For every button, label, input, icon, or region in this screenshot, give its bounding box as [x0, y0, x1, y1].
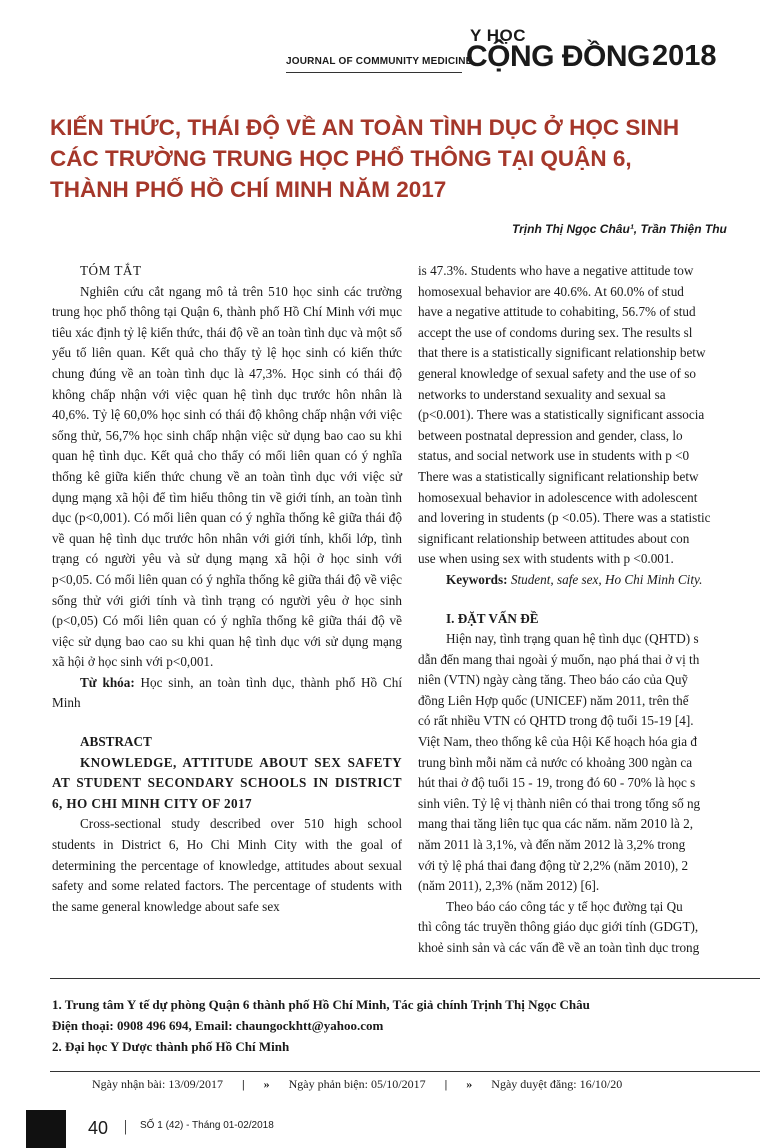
double-chevron-icon: » [263, 1077, 270, 1091]
abstract-line: accept the use of condoms during sex. The results sl [418, 324, 693, 340]
section-heading: I. ĐẶT VẤN ĐỀ [446, 610, 539, 626]
intro-line: niên (VTN) ngày càng tăng. Theo báo cáo của Quỹ [418, 672, 689, 688]
footnote-contact: Điện thoại: 0908 496 694, Email: chaungockhtt@yahoo.com [52, 1018, 384, 1033]
issue-info: SỐ 1 (42) - Tháng 01-02/2018 [140, 1120, 274, 1131]
left-column [52, 261, 402, 917]
abstract-line: significant relationship between attitudes about con [418, 530, 690, 546]
double-chevron-icon: » [466, 1077, 473, 1091]
intro-line: năm 2011 là 3,1%, và đến năm 2012 là 3,2% trong [418, 837, 686, 853]
article-title [50, 112, 760, 205]
title-line: CÁC TRƯỜNG TRUNG HỌC PHỔ THÔNG TẠI QUẬN 6, [50, 146, 632, 171]
keywords-text: Học sinh, an toàn tình dục, thành phố Hồ Chí Minh [52, 674, 402, 711]
intro-line: Việt Nam, theo thống kê của Hội Kế hoạch hóa gia đ [418, 734, 697, 750]
separator-icon: | [241, 1077, 245, 1091]
abstract-line: is 47.3%. Students who have a negative attitude tow [418, 263, 694, 278]
dates-rule [50, 1071, 760, 1072]
abstract-line: homosexual behavior are 40.6%. At 60.0% of stud [418, 283, 684, 299]
intro-line: thì công tác truyền thông giáo dục giới tính (GDGT), [418, 919, 699, 935]
summary-body: Nghiên cứu cắt ngang mô tả trên 510 học sinh các trường trung học phổ thông tại Quận 6, thành phố Hồ Chí Minh với mục tiêu xác định tỷ lệ kiến thức, thái độ về an toàn tình dục và một số yếu tố liên quan. Kết quả cho thấy tỷ lệ học sinh có kiến thức chung đúng về an toàn tình dục là 47,3%. Học sinh có thái độ không chấp nhận với việc quan hệ tình dục trước hôn nhân là 40,6%. Tỷ lệ 60,0% học sinh có thái độ không chấp nhận với việc sống thử, 56,7% học sinh chấp nhận việc sử dụng bao cao su khi quan hệ tình dục. Kết quả cho thấy có mối liên quan có ý nghĩa thống kê giữa kiến thức chung về an toàn tình dục với việc sử dụng mạng xã hội để tìm hiểu thông tin về giới tính, an toàn tình dục (p<0,001). Có mối liên quan có ý nghĩa thống kê giữa thái độ về quan hệ tình dục trước hôn nhân với giới tính, khối lớp, tình trạng có người yêu và sử dụng mạng xã hội ở học sinh với p<0,05. Có mối liên quan có ý nghĩa thống kê giữa thái độ về việc sống thử với giới tính và tình trạng có người yêu ở học sinh (p<0,05) Có mối liên quan có ý nghĩa thống kê giữa thái độ về việc sử dụng bao cao su khi quan hệ tình dục với sử dụng mạng xã hội ở học sinh với p<0,001. [52, 283, 402, 670]
right-column [418, 261, 758, 959]
keywords-label: Keywords: [446, 571, 508, 587]
intro-line: đồng Liên Hợp quốc (UNICEF) năm 2011, trên thế [418, 692, 689, 708]
page-tab-block [26, 1110, 66, 1148]
abstract-line: general knowledge of sexual safety and the use of so [418, 365, 696, 381]
summary-keywords [52, 673, 402, 714]
abstract-line: and lovering in students (p <0.05). There was a statistic [418, 510, 711, 526]
intro-line: sinh viên. Tỷ lệ vị thành niên có thai trong tổng số ng [418, 795, 701, 811]
intro-line: với tỷ lệ phá thai đang động từ 2,2% (năm 2010), 2 [418, 857, 689, 873]
abstract-line: have a negative attitude to cohabiting, 56.7% of stud [418, 304, 696, 320]
abstract-heading: ABSTRACT [80, 734, 152, 750]
authors: Trịnh Thị Ngọc Châu¹, Trần Thiện Thu [512, 222, 727, 236]
footnote-affiliation-1: 1. Trung tâm Y tế dự phòng Quận 6 thành phố Hồ Chí Minh, Tác giả chính Trịnh Thị Ngọc Châu [52, 997, 590, 1012]
abstract-title: KNOWLEDGE, ATTITUDE ABOUT SEX SAFETY AT STUDENT SECONDARY SCHOOLS IN DISTRICT 6, HO CHI MINH CITY OF 2017 [52, 754, 402, 811]
separator-icon: | [444, 1077, 448, 1091]
intro-line: (năm 2011), 2,3% (năm 2012) [6]. [418, 878, 600, 894]
date-accepted: Ngày duyệt đăng: 16/10/20 [491, 1077, 623, 1091]
abstract-line: There was a statistically significant relationship betw [418, 468, 699, 484]
date-reviewed: Ngày phản biện: 05/10/2017 [288, 1077, 426, 1091]
abstract-keywords [418, 570, 758, 591]
keywords-label: Từ khóa: [80, 674, 135, 690]
title-line: THÀNH PHỐ HỒ CHÍ MINH NĂM 2017 [50, 177, 447, 202]
intro-line: hút thai ở độ tuổi 15 - 19, trong đó 60 - 70% là học s [418, 775, 696, 791]
abstract-line: between postnatal depression and gender, class, lo [418, 427, 683, 443]
summary-heading: TÓM TẮT [80, 263, 142, 278]
journal-name: JOURNAL OF COMMUNITY MEDICINE [286, 56, 473, 67]
journal-brand-top: Y HỌC [470, 26, 527, 45]
footnote-affiliation-2: 2. Đại học Y Dược thành phố Hồ Chí Minh [52, 1039, 290, 1054]
date-received: Ngày nhận bài: 13/09/2017 [92, 1077, 223, 1091]
journal-brand: CỘNG ĐỒNG [466, 40, 650, 73]
intro-line: mang thai tăng liên tục qua các năm. năm 2010 là 2, [418, 816, 694, 832]
title-line: KIẾN THỨC, THÁI ĐỘ VỀ AN TOÀN TÌNH DỤC Ở HỌC SINH [50, 115, 680, 140]
intro-line: dẫn đến mang thai ngoài ý muốn, nạo phá thai ở vị th [418, 651, 700, 667]
intro-line: Hiện nay, tình trạng quan hệ tình dục (QHTD) s [446, 631, 699, 647]
intro-line: trung bình mỗi năm cả nước có khoảng 300 ngàn ca [418, 754, 693, 770]
abstract-line: networks to understand sexuality and sexual sa [418, 386, 666, 402]
abstract-line: (p<0.001). There was a statistically significant associa [418, 407, 705, 423]
abstract-line: homosexual behavior in adolescence with adolescent [418, 489, 698, 505]
abstract-body: Cross-sectional study described over 510 high school students in District 6, Ho Chi Minh City with the goal of determining the percentage of knowledge, attitudes about sexual safety and some related factors. The percentage of students with the same general knowledge about safe sex [52, 816, 402, 914]
intro-line: có rất nhiều VTN có QHTD trong độ tuổi 15-19 [4]. [418, 713, 694, 729]
abstract-line: status, and social network use in students with p <0 [418, 448, 690, 464]
footnote-rule [50, 978, 760, 979]
keywords-text: Student, safe sex, Ho Chi Minh City. [507, 571, 703, 587]
abstract-line: that there is a statistically significant relationship betw [418, 345, 706, 361]
footnotes [52, 994, 762, 1057]
article-dates [92, 1077, 638, 1092]
intro-line: Theo báo cáo công tác y tế học đường tại Qu [446, 898, 683, 914]
intro-line: khoẻ sinh sản và các vấn đề về an toàn tình dục trong [418, 940, 700, 955]
header-rule [286, 72, 462, 73]
page-number: 40 [88, 1118, 109, 1138]
journal-year: 2018 [652, 40, 717, 72]
abstract-line: use when using sex with students with p <0.001. [418, 551, 674, 567]
footer-separator: | [124, 1118, 128, 1135]
